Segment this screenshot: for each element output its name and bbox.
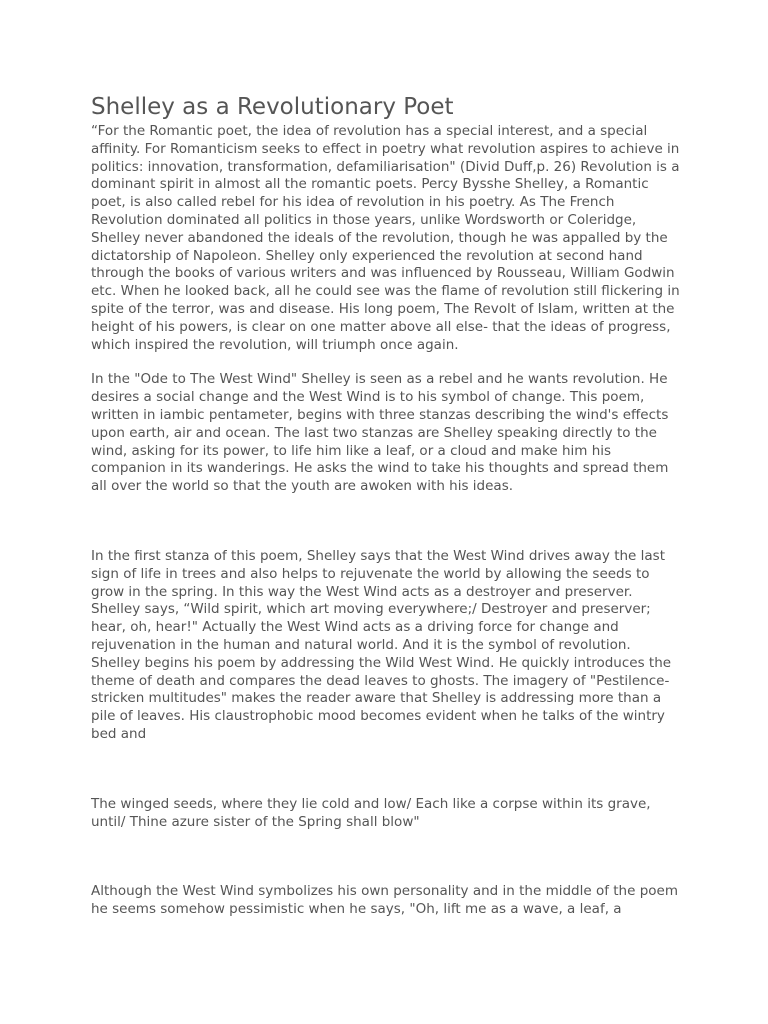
paragraph-west-wind-personality: Although the West Wind symbolizes his own personality and in the middle of the poem he seems somehow pessimistic when he says, "Oh, lift me as a wave, a leaf, a bbox=[91, 883, 678, 918]
paragraph-first-stanza: In the first stanza of this poem, Shelley says that the West Wind drives away the last sign of life in trees and also helps to rejuvenate the world by allowing the seeds to grow in the spring. In this way the West Wind acts as a destroyer and preserver. Shelley says, “Wild spirit, which art moving everywhere;/ Destroyer and preserver; hear, oh, hear!" Actually the West Wind acts as a driving force for change and rejuvenation in the human and natural world. And it is the symbol of revolution. Shelley begins his poem by addressing the Wild West Wind. He quickly introduces the theme of death and compares the dead leaves to ghosts. The imagery of "Pestilence-stricken multitudes" makes the reader aware that Shelley is addressing more than a pile of leaves. His claustrophobic mood becomes evident when he talks of the wintry bed and bbox=[91, 547, 672, 742]
paragraph-quote-winged-seeds: The winged seeds, where they lie cold and low/ Each like a corpse within its grave, until/ Thine azure sister of the Spring shall blow" bbox=[91, 795, 651, 830]
document-title: Shelley as a Revolutionary Poet bbox=[91, 94, 454, 120]
paragraph-ode-west-wind: In the "Ode to The West Wind" Shelley is seen as a rebel and he wants revolution. He desires a social change and the West Wind is to his symbol of change. This poem, written in iambic pentameter, begins with three stanzas describing the wind's effects upon earth, air and ocean. The last two stanzas are Shelley speaking directly to the wind, asking for its power, to life him like a leaf, or a cloud and make him his companion in its wanderings. He asks the wind to take his thoughts and spread them all over the world so that the youth are awoken with his ideas. bbox=[91, 371, 669, 495]
paragraph-intro: “For the Romantic poet, the idea of revolution has a special interest, and a special affinity. For Romanticism seeks to effect in poetry what revolution aspires to achieve in politics: innovation, transformation, defamiliarisation" (Divid Duff,p. 26) Revolution is a dominant spirit in almost all the romantic poets. Percy Bysshe Shelley, a Romantic poet, is also called rebel for his idea of revolution in his poetry. As The French Revolution dominated all politics in those years, unlike Wordsworth or Coleridge, Shelley never abandoned the ideals of the revolution, though he was appalled by the dictatorship of Napoleon. Shelley only experienced the revolution at second hand through the books of various writers and was influenced by Rousseau, William Godwin etc. When he looked back, all he could see was the flame of revolution still flickering in spite of the terror, was and disease. His long poem, The Revolt of Islam, written at the height of his powers, is clear on one matter above all else- that the ideas of progress, which inspired the revolution, will triumph once again. bbox=[91, 123, 680, 353]
document-page bbox=[91, 93, 683, 919]
